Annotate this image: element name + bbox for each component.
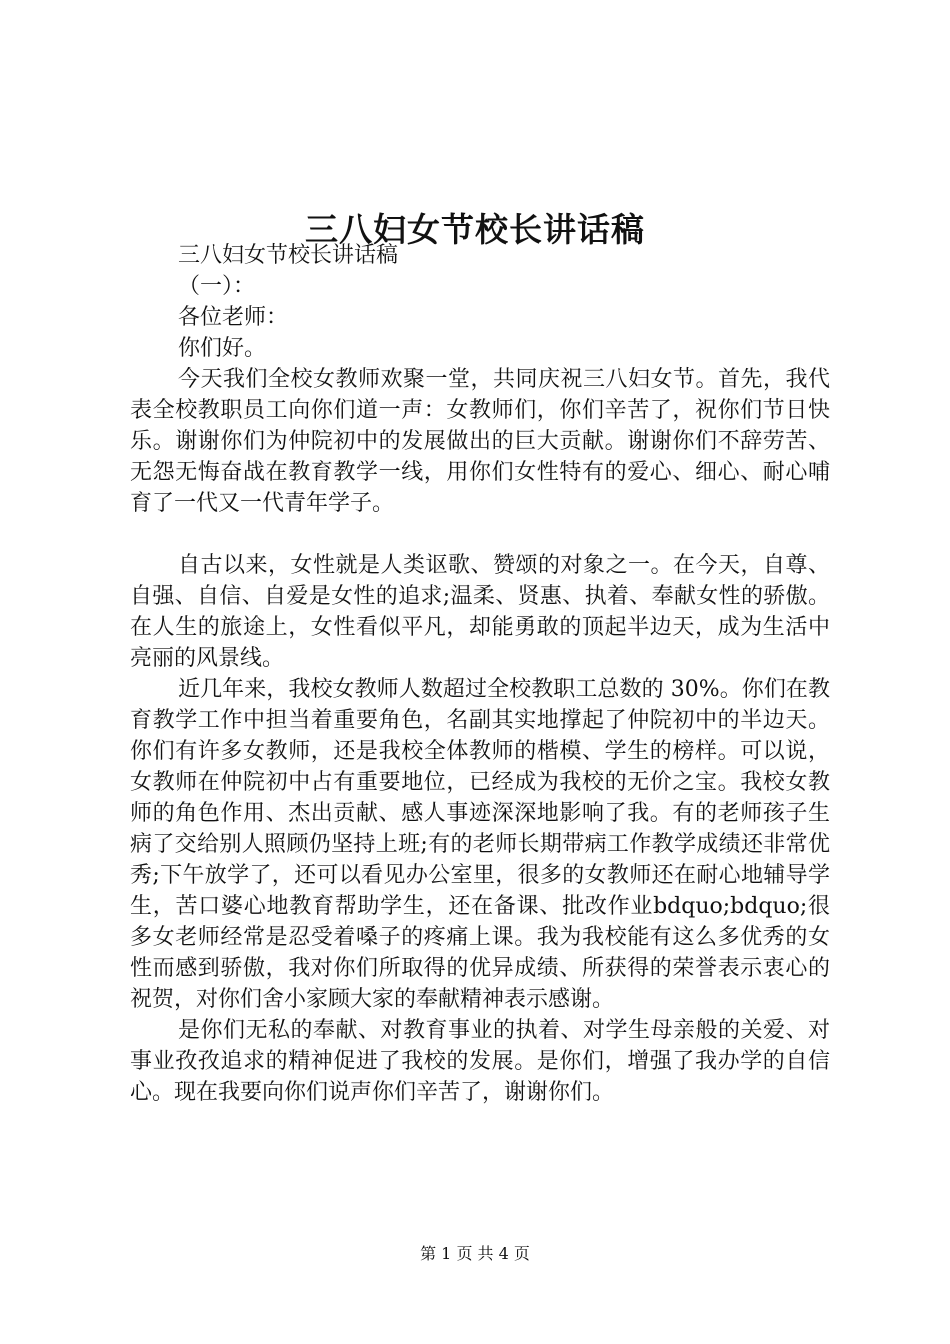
paragraph-4: 是你们无私的奉献、对教育事业的执着、对学生母亲般的关爱、对事业孜孜追求的精神促进了我校的发展。是你们，增强了我办学的自信心。现在我要向你们说声你们辛苦了，谢谢你们。 xyxy=(130,1018,830,1105)
paragraph-3: 近几年来，我校女教师人数超过全校教职工总数的 30%。你们在教育教学工作中担当着重要角色，名副其实地撑起了仲院初中的半边天。你们有许多女教师，还是我校全体教师的楷模、学生的榜样。可以说，女教师在仲院初中占有重要地位，已经成为我校的无价之宝。我校女教师的角色作用、杰出贡献、感人事迹深深地影响了我。有的老师孩子生病了交给别人照顾仍坚持上班;有的老师长期带病工作教学成绩还非常优秀;下午放学了，还可以看见办公室里，很多的女教师还在耐心地辅导学生，苦口婆心地教育帮助学生，还在备课、批改作业bdquo;bdquo;很多女老师经常是忍受着嗓子的疼痛上课。我为我校能有这么多优秀的女性而感到骄傲，我对你们所取得的优异成绩、所获得的荣誉表示衷心的祝贺，对你们舍小家顾大家的奉献精神表示感谢。 xyxy=(130,677,830,1012)
page-footer: 第 1 页 共 4 页 xyxy=(420,1244,530,1263)
paragraph-1: 今天我们全校女教师欢聚一堂，共同庆祝三八妇女节。首先，我代表全校教职员工向你们道一声：女教师们，你们辛苦了，祝你们节日快乐。谢谢你们为仲院初中的发展做出的巨大贡献。谢谢你们不辞劳苦、无怨无悔奋战在教育教学一线，用你们女性特有的爱心、细心、耐心哺育了一代又一代青年学子。 xyxy=(130,367,830,516)
document-body xyxy=(130,240,830,1108)
section-marker: （一）： xyxy=(178,274,256,299)
salutation: 各位老师： xyxy=(178,305,289,330)
page-title: 三八妇女节校长讲话稿 xyxy=(305,210,645,250)
greeting: 你们好。 xyxy=(178,336,267,361)
paragraph-2: 自古以来，女性就是人类讴歌、赞颂的对象之一。在今天，自尊、自强、自信、自爱是女性的追求;温柔、贤惠、执着、奉献女性的骄傲。在人生的旅途上，女性看似平凡，却能勇敢的顶起半边天，成为生活中亮丽的风景线。 xyxy=(130,553,830,671)
subtitle-line: 三八妇女节校长讲话稿 xyxy=(178,243,399,268)
